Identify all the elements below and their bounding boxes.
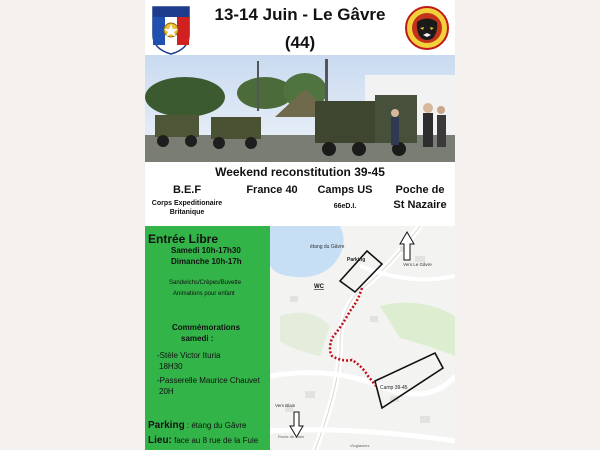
commemorations-heading: Commémorations [172, 323, 241, 332]
category-bef-detail-2: Britanique [169, 209, 205, 216]
map-label-camp: Camp 39-45 [380, 385, 408, 391]
category-poche-label: Poche de [395, 184, 445, 196]
saturday-hours: Samedi 10h-17h30 [171, 246, 241, 255]
category-camps-us-detail: 66eD.I. [333, 203, 357, 210]
kids-activities: Animations pour enfant [173, 291, 235, 297]
category-bef [147, 184, 227, 217]
category-france40 [237, 184, 307, 196]
category-camps-us-label: Camps US [317, 184, 373, 196]
category-france40-label: France 40 [246, 184, 298, 196]
reenactment-vehicles-photo [145, 55, 455, 162]
food-services: Sandwichs/Crêpes/Buvette [169, 280, 242, 286]
access-map [270, 226, 455, 450]
parking-value: : étang du Gâvre [184, 421, 247, 430]
ceremony-2-place: -Passerelle Maurice Chauvet [157, 376, 260, 385]
map-label-parking: Parking [347, 257, 366, 263]
category-poche-label-2: St Nazaire [393, 199, 447, 211]
map-label-toilets: WC [314, 284, 324, 290]
event-subtitle: Weekend reconstitution 39-45 [215, 165, 385, 179]
ceremony-1-time: 18H30 [159, 362, 183, 371]
category-camps-us [310, 184, 380, 211]
location-value: face au 8 rue de la Fuie [171, 436, 259, 445]
category-poche-st-nazaire [385, 184, 455, 211]
map-label-place: Vioglaches [350, 443, 370, 448]
location-info [148, 430, 258, 448]
category-bef-label: B.E.F [172, 184, 202, 196]
info-panel [145, 226, 270, 450]
map-label-to-le-gavre: Vers Le Gâvre [403, 262, 432, 267]
map-label-road: Route de Blain [278, 434, 305, 439]
map-label-to-blain: Vers Blain [275, 403, 296, 408]
association-round-logo [405, 6, 449, 50]
category-bef-detail: Corps Expeditionaire [151, 200, 223, 207]
location-label: Lieu: [148, 435, 172, 446]
map-label-pond: étang du Gâvre [310, 244, 345, 250]
poster-title: 13-14 Juin - Le Gâvre [214, 5, 386, 24]
ceremony-2-time: 20H [159, 387, 174, 396]
sunday-hours: Dimanche 10h-17h [171, 257, 242, 266]
commemorations-day: samedi : [181, 334, 214, 343]
poster-title-department: (44) [284, 33, 316, 52]
parking-label: Parking [148, 420, 185, 431]
event-poster [145, 0, 455, 450]
ceremony-1-place: -Stèle Victor Ituria [157, 351, 221, 360]
free-entry-heading: Entrée Libre [148, 232, 219, 246]
